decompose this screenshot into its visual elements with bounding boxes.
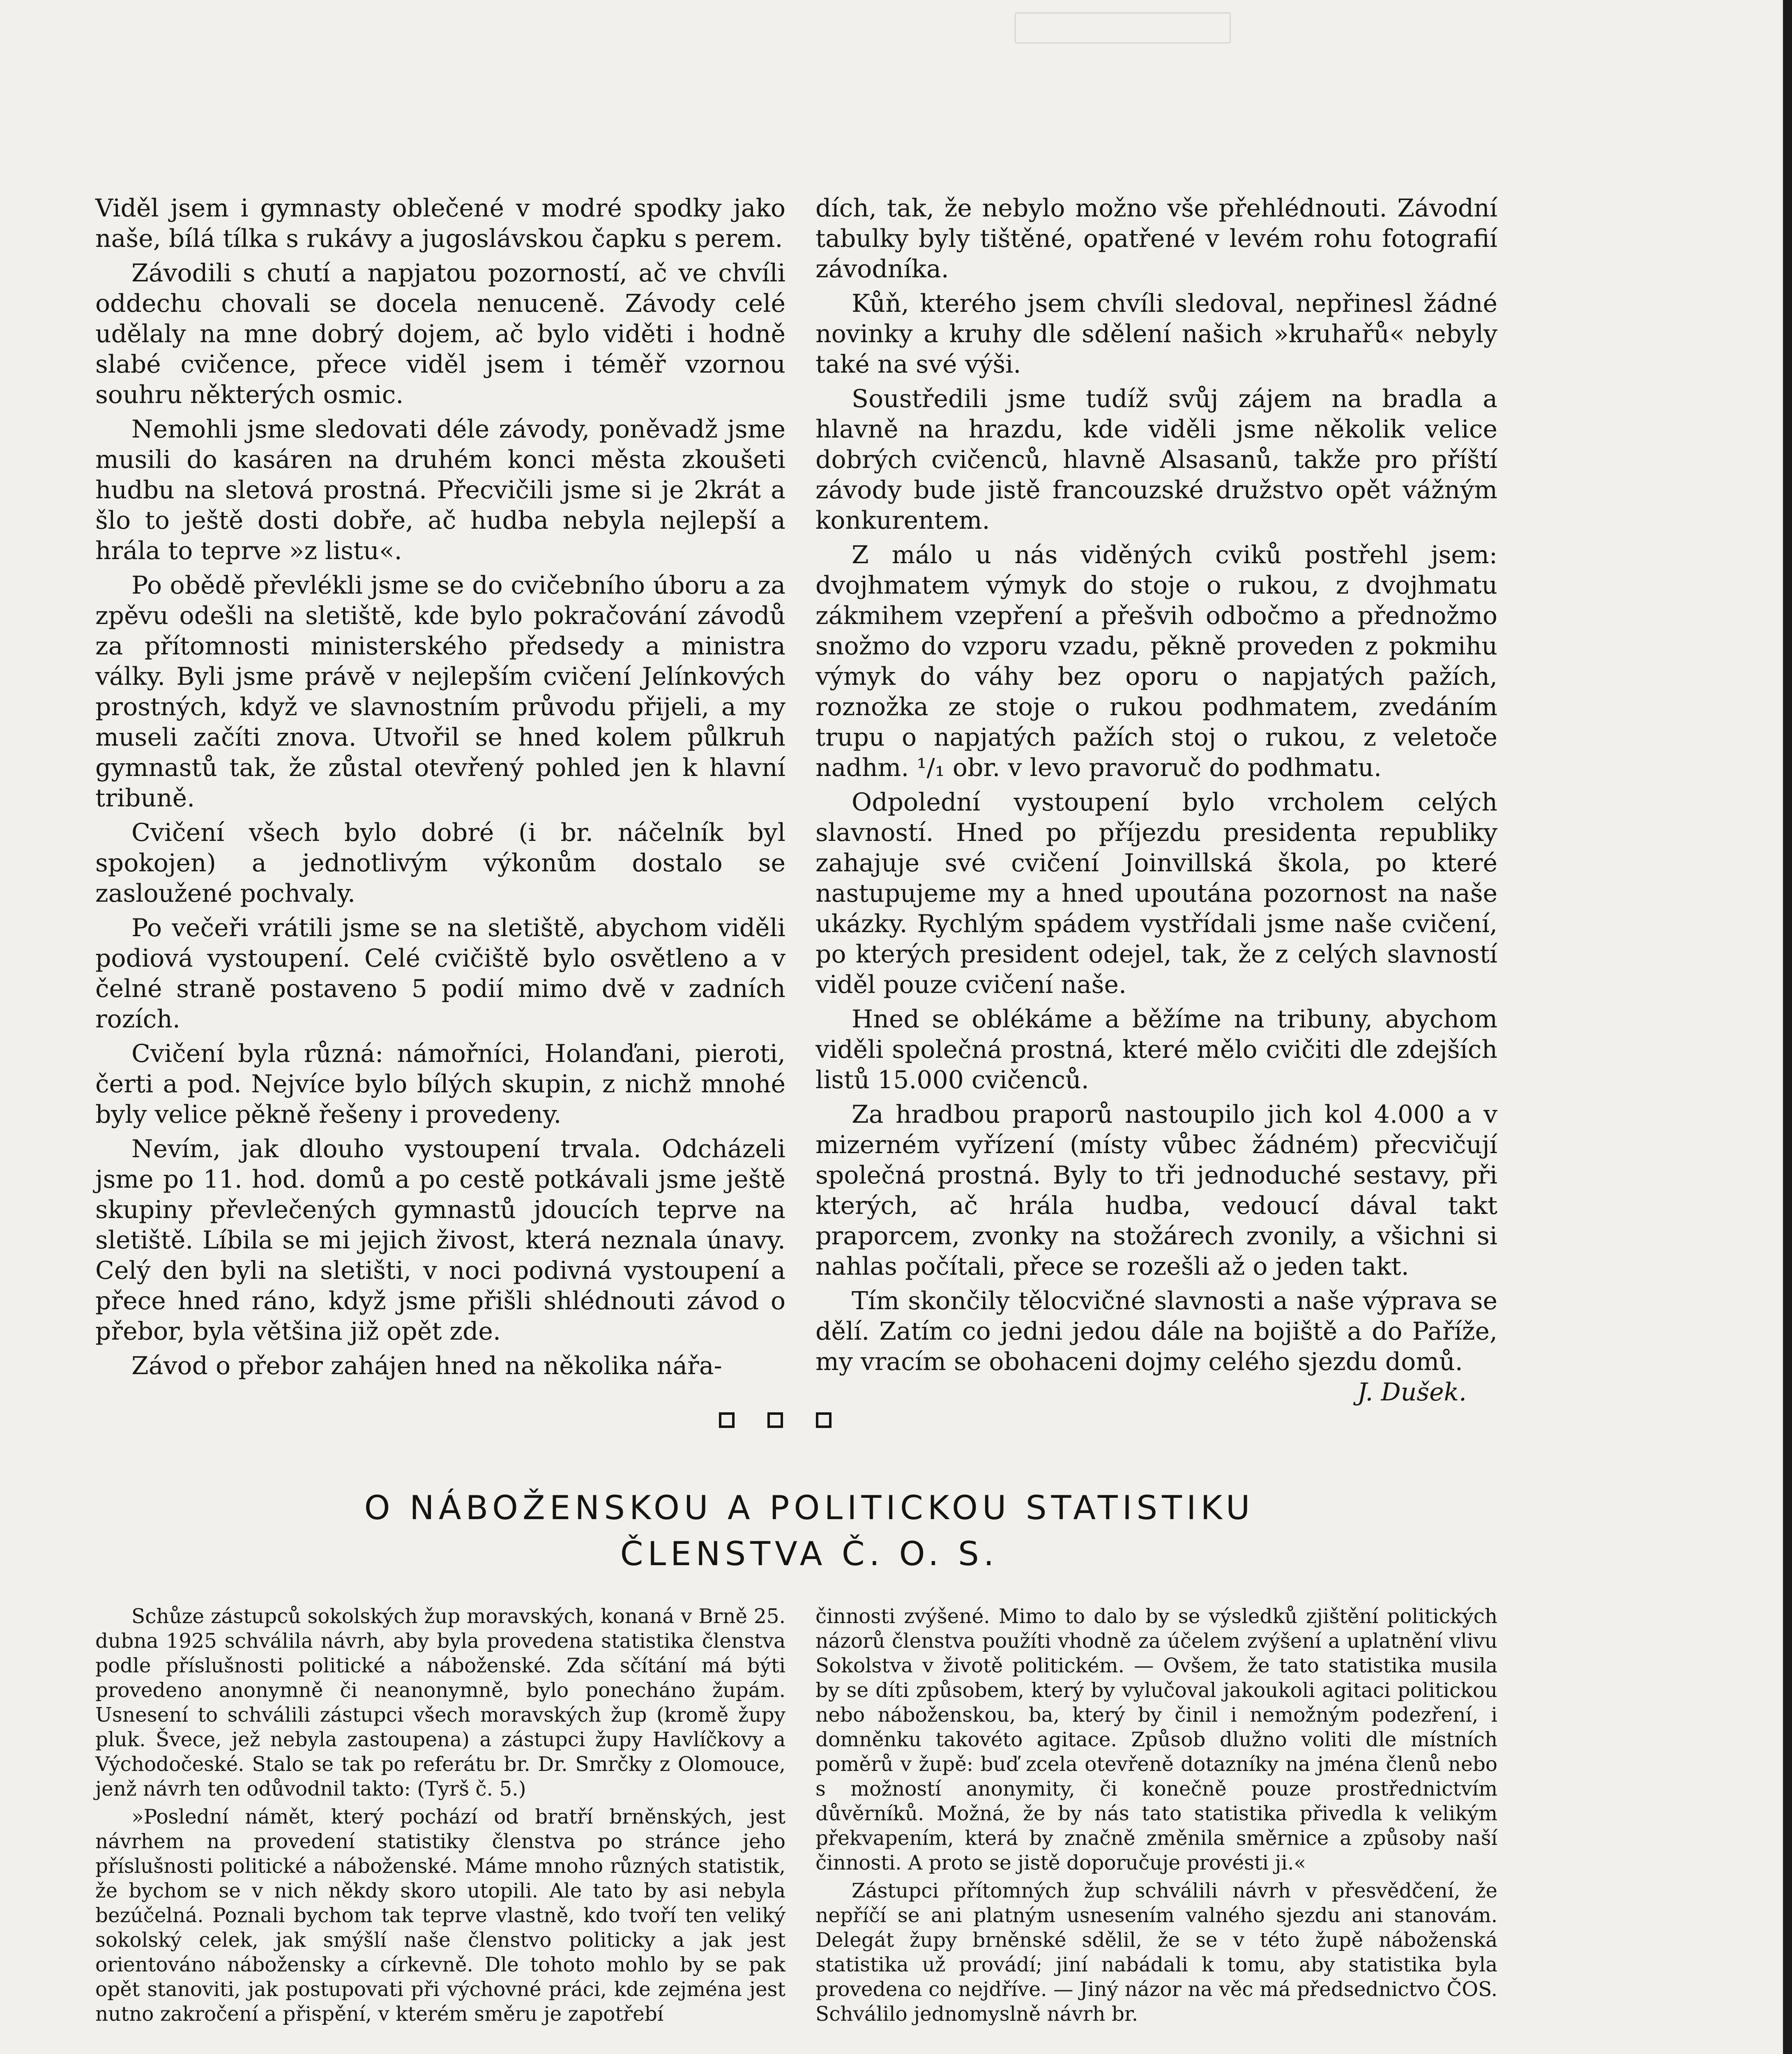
paragraph: činnosti zvýšené. Mimo to dalo by se výsledků zjištění politických názorů členstva použíti vhodně za účelem zvýšení a uplatnění vlivu Sokolstva v životě politickém. — Ovšem, že tato statistika musila by se díti způsobem, který by vylučoval jakoukoli agitaci politickou nebo náboženskou, ba, který by činil i nemožným podezření, i domněnku takovéto agitace. Způsob dlužno voliti dle místních poměrů v župě: buď zcela otevřeně dotazníky na jména členů nebo s možností anonymity, či konečně pouze prostřednictvím důvěrníků. Možná, že by nás tato statistika přivedla k velikým překvapením, která by značně změnila směrnice a způsoby naší činnosti. A proto se jistě doporučuje provésti ji.« bbox=[815, 1605, 1497, 1874]
paragraph: Schůze zástupců sokolských žup moravských, konaná v Brně 25. dubna 1925 schválila návrh, aby byla provedena statistika členstva podle příslušnosti politické a náboženské. Zda sčítání má býti provedeno anonymně či neanonymně, bylo ponecháno župám. Usnesení to schválili zástupci všech moravských žup (kromě župy pluk. Švece, jež nebyla zastoupena) a zástupci župy Havlíčkovy a Východočeské. Stalo se tak po referátu br. Dr. Smrčky z Olomouce, jenž návrh ten odůvodnil takto: (Tyrš č. 5.) bbox=[95, 1605, 785, 1801]
paragraph: Nevím, jak dlouho vystoupení trvala. Odcházeli jsme po 11. hod. domů a po cestě potkávali jsme ještě skupiny převlečených gymnastů jdoucích teprve na sletiště. Líbila se mi jejich živost, která neznala únavy. Celý den byli na sletišti, v noci podivná vystoupení a přece hned ráno, když jsme přišli shlédnouti závod o přebor, byla většina již opět zde. bbox=[95, 1135, 785, 1346]
scan-border bbox=[1783, 0, 1792, 2054]
paragraph: Zástupci přítomných žup schválili návrh v přesvědčení, že nepříčí se ani platným usnesením valného sjezdu ani stanovám. Delegát župy brněnské sdělil, že se v této župě náboženská statistika už provádí; jiní nabádali k tomu, aby statistika byla provedena co nejdříve. — Jiný názor na věc má předsednictvo ČOS. Schválilo jednomyslně návrh br. bbox=[815, 1879, 1497, 2026]
square-ornament-icon bbox=[719, 1412, 735, 1428]
section-separator bbox=[719, 1412, 850, 1437]
paragraph bbox=[815, 1286, 1497, 1407]
paragraph-text: Tím skončily tělocvičné slavnosti a naše výprava se dělí. Zatím co jedni jedou dále na bojiště a do Paříže, my vracím se obohaceni dojmy celého sjezdu domů. bbox=[815, 1287, 1497, 1376]
paragraph: Cvičení byla různá: námořníci, Holanďani, pieroti, čerti a pod. Nejvíce bylo bílých skupin, z nichž mnohé byly velice pěkně řešeny i provedeny. bbox=[95, 1039, 785, 1129]
square-ornament-icon bbox=[816, 1412, 832, 1428]
paragraph: Hned se oblékáme a běžíme na tribuny, abychom viděli společná prostná, které mělo cvičiti dle zdejších listů 15.000 cvičenců. bbox=[815, 1005, 1497, 1094]
paragraph: Viděl jsem i gymnasty oblečené v modré spodky jako naše, bílá tílka s rukávy a jugoslávskou čapku s perem. bbox=[95, 194, 785, 253]
paragraph: Soustředili jsme tudíž svůj zájem na bradla a hlavně na hrazdu, kde viděli jsme několik velice dobrých cvičenců, hlavně Alsasanů, takže pro příští závody bude jistě francouzské družstvo opět vážným konkurentem. bbox=[815, 385, 1497, 535]
top-article-left-column bbox=[95, 193, 785, 1381]
paragraph: Závod o přebor zahájen hned na několika nářa- bbox=[131, 1352, 722, 1380]
paragraph: Nemohli jsme sledovati déle závody, poněvadž jsme musili do kasáren na druhém konci města zkoušeti hudbu na sletová prostná. Přecvičili jsme si je 2krát a šlo to ještě dosti dobře, ač hudba nebyla nejlepší a hrála to teprve »z listu«. bbox=[95, 415, 785, 565]
paragraph: Po večeři vrátili jsme se na sletiště, abychom viděli podiová vystoupení. Celé cvičiště bylo osvětleno a v čelné straně postaveno 5 podií mimo dvě v zadních rozích. bbox=[95, 914, 785, 1034]
binder-mark bbox=[1015, 12, 1231, 44]
paragraph: Z málo u nás viděných cviků postřehl jsem: dvojhmatem výmyk do stoje o rukou, z dvojhmatu zákmihem vzepření a přešvih odbočmo a přednožmo snožmo do vzporu vzadu, pěkně proveden z pokmihu výmyk do váhy bez oporu o napjatých pažích, roznožka ze stoje o rukou podhmatem, zvedáním trupu o napjatých pažích stoj o rukou, z veletoče nadhm. ¹/₁ obr. v levo pravoruč do podhmatu. bbox=[815, 541, 1497, 782]
article-title-line-1: O NÁBOŽENSKOU A POLITICKOU STATISTIKU bbox=[364, 1489, 1255, 1527]
paragraph: Po obědě převlékli jsme se do cvičebního úboru a za zpěvu odešli na sletiště, kde bylo pokračování závodů za přítomnosti ministerského předsedy a ministra války. Byli jsme právě v nejlepším cvičení Jelínkových prostných, když ve slavnostním průvodu přijeli, a my museli začíti znova. Utvořil se hned kolem půlkruh gymnastů tak, že zůstal otevřený pohled jen k hlavní tribuně. bbox=[95, 571, 785, 813]
paragraph: Závodili s chutí a napjatou pozorností, ač ve chvíli oddechu chovali se docela nenuceně. Závody celé udělaly na mne dobrý dojem, ač bylo viděti i hodně slabé cvičence, přece viděl jsem i téměř vzornou souhru některých osmic. bbox=[95, 259, 785, 409]
square-ornament-icon bbox=[767, 1412, 783, 1428]
author-signature: J. Dušek. bbox=[1357, 1378, 1467, 1407]
bottom-article-right-column bbox=[815, 1604, 1497, 2026]
article-title-line-2: ČLENSTVA Č. O. S. bbox=[620, 1535, 999, 1573]
paragraph: Odpolední vystoupení bylo vrcholem celých slavností. Hned po příjezdu presidenta republiky zahajuje své cvičení Joinvillská škola, po které nastupujeme my a hned upoutána pozornost na naše ukázky. Rychlým spádem vystřídali jsme naše cvičení, po kterých president odejel, tak, že z celých slavností viděl pouze cvičení naše. bbox=[815, 788, 1497, 999]
top-article-right-column bbox=[815, 193, 1497, 1407]
paragraph: Cvičení všech bylo dobré (i br. náčelník byl spokojen) a jednotlivým výkonům dostalo se zasloužené pochvaly. bbox=[95, 818, 785, 908]
paragraph: dích, tak, že nebylo možno vše přehlédnouti. Závodní tabulky byly tištěné, opatřené v levém rohu fotografií závodníka. bbox=[815, 194, 1497, 283]
scan-artifact-lines bbox=[1569, 1926, 1783, 2054]
article-title bbox=[123, 1485, 1495, 1577]
bottom-article-left-column bbox=[95, 1604, 785, 2026]
paragraph: Kůň, kterého jsem chvíli sledoval, nepřinesl žádné novinky a kruhy dle sdělení našich »kruhařů« nebyly také na své výši. bbox=[815, 289, 1497, 379]
paragraph: Za hradbou praporů nastoupilo jich kol 4.000 a v mizerném vyřízení (místy vůbec žádném) přecvičují společná prostná. Byly to tři jednoduché sestavy, při kterých, ač hrála hudba, vedoucí dával takt praporcem, zvonky na stožárech zvonily, a všichni si nahlas počítali, přece se rozešli až o jeden takt. bbox=[815, 1100, 1497, 1281]
paragraph: »Poslední námět, který pochází od bratří brněnských, jest návrhem na provedení statistiky členstva po stránce jeho příslušnosti politické a náboženské. Máme mnoho různých statistik, že bychom se v nich někdy skoro utopili. Ale tato by asi nebyla bezúčelná. Poznali bychom tak teprve vlastně, kdo tvoří ten veliký sokolský celek, jak smýšlí naše členstvo politicky a jak jest orientováno nábožensky a církevně. Dle tohoto mohlo by se pak opět stanoviti, jak postupovati při výchovné práci, kde zejména jest nutno zakročení a přispění, v kterém směru je zapotřebí bbox=[95, 1805, 785, 2026]
